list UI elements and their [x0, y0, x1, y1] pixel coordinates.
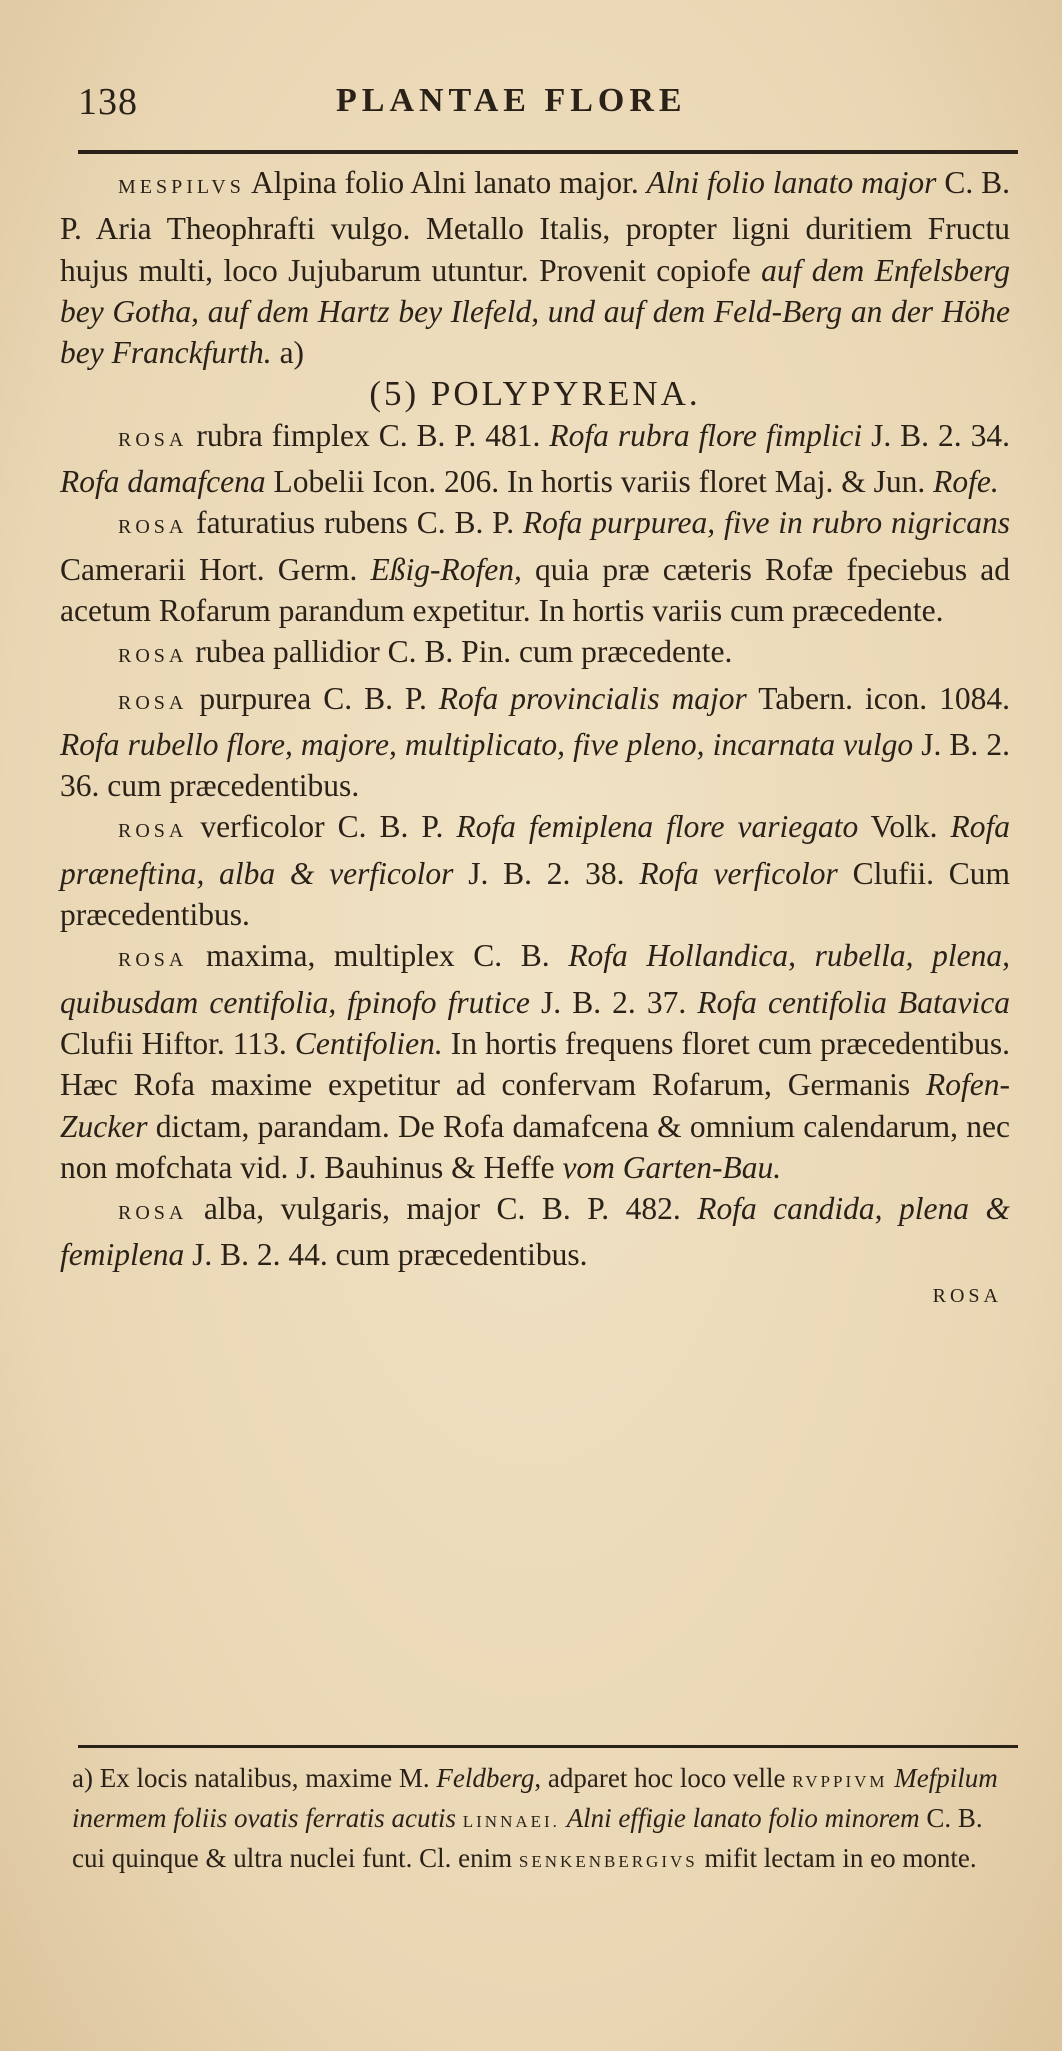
entry-name: MESPILVS	[118, 176, 245, 198]
entry-text: J. B. 2. 38.	[453, 855, 640, 891]
footnote-segment: , adparet hoc loco velle	[534, 1763, 793, 1793]
entry-italic: Rofa centifolia Batavica	[697, 984, 1010, 1020]
entry-text: Clufii Hiftor. 113.	[60, 1025, 295, 1061]
footnote-segment	[560, 1803, 567, 1833]
entry-text: purpurea C. B. P.	[187, 680, 439, 716]
entry-italic: Centifolien.	[294, 1025, 443, 1061]
footnote-name: SENKENBERGIVS	[518, 1852, 698, 1871]
entry-text: Tabern. icon. 1084.	[746, 680, 1010, 716]
entry-text: Lobelii Icon. 206. In hortis variis floret Maj. & Jun.	[265, 464, 934, 500]
footnote-name: LINNAEI.	[462, 1812, 560, 1831]
footnote-rule	[78, 1745, 1018, 1748]
footnote-segment: C. B. cui quinque & ultra nuclei funt. Cl. enim	[72, 1803, 983, 1873]
entry-rosa-2	[60, 502, 1010, 631]
footnote-segment: a) Ex locis natalibus, maxime M.	[72, 1763, 437, 1793]
header-rule	[78, 150, 1018, 154]
footnote-ref: a)	[271, 335, 305, 371]
footnote-italic: Alni effigie lanato folio minorem	[566, 1803, 920, 1833]
entry-italic: Rofa purpurea, five in rubro nigricans	[522, 505, 1011, 541]
entry-text: J. B. 2. 34.	[862, 417, 1010, 453]
entry-rosa-5	[60, 806, 1010, 935]
entry-name: ROSA	[118, 691, 188, 714]
main-text	[60, 162, 1010, 1317]
entry-italic: Rofa Hollandica, rubella, plena, quibusdam centifolia, fpinofo frutice	[60, 938, 1010, 1020]
entry-rosa-4	[60, 678, 1010, 807]
entry-italic: Rofa candida, plena & femiplena	[60, 1191, 1010, 1273]
entry-name: ROSA	[118, 949, 188, 972]
section-heading: (5) POLYPYRENA.	[369, 374, 701, 414]
entry-italic: Rofa præneftina, alba & verficolor	[60, 809, 1011, 891]
entry-text: C. B. P. Aria Theophrafti vulgo. Metallo Italis, propter ligni duritiem Fructu hujus multi, loco Jujubarum utuntur. Provenit copiofe	[60, 165, 1010, 288]
entry-rosa-1	[60, 415, 1010, 503]
entry-text: J. B. 2. 37.	[529, 984, 698, 1020]
entry-italic: vom Garten-Bau.	[562, 1149, 782, 1185]
page-number: 138	[78, 81, 138, 123]
catchword: ROSA	[932, 1284, 1002, 1307]
entry-name: ROSA	[118, 820, 188, 843]
entry-name: ROSA	[118, 1202, 188, 1225]
entry-italic: Rofa rubra flore fimplici	[549, 417, 863, 453]
entry-rosa-7	[60, 1188, 1010, 1276]
entry-italic: Rofa damafcena	[60, 464, 266, 500]
footnote-text	[72, 1760, 1007, 1880]
footnote-italic: Mefpilum inermem foliis ovatis ferratis acutis	[72, 1763, 998, 1833]
entry-italic: Rofen-Zucker	[60, 1067, 1010, 1144]
entry-text: J. B. 2. 36. cum præcedentibus.	[60, 726, 1011, 804]
entry-text: faturatius rubens C. B. P.	[187, 505, 523, 541]
entry-italic: Rofa provincialis major	[438, 680, 747, 716]
footnote	[72, 1760, 1007, 1880]
entry-name: ROSA	[118, 645, 188, 668]
entry-rosa-3	[60, 631, 1010, 677]
entry-text: maxima, multiplex C. B.	[187, 938, 569, 974]
entry-text: rubea pallidior C. B. Pin. cum præcedente.	[187, 634, 733, 670]
running-head: PLANTAE FLORE	[336, 82, 687, 119]
footnote-segment: mifit lectam in eo monte.	[697, 1843, 977, 1873]
entry-text: Camerarii Hort. Germ.	[60, 551, 371, 587]
entry-italic: Rofa verficolor	[639, 855, 838, 891]
entry-text: verficolor C. B. P.	[187, 809, 457, 845]
entry-text: Alpina folio Alni lanato major.	[244, 165, 647, 200]
entry-text: dictam, parandam. De Rofa damafcena & omnium calendarum, nec non mofchata vid. J. Bauhinus & Heffe	[60, 1108, 1010, 1185]
footnote-name: RVPPIVM	[792, 1772, 888, 1791]
entry-italic: auf dem Enfelsberg bey Gotha, auf dem Hartz bey Ilefeld, und auf dem Feld-Berg an der Höhe bey Franckfurth.	[60, 252, 1010, 371]
entry-mespilus	[60, 162, 1010, 373]
entry-name: ROSA	[118, 428, 188, 451]
entry-text: rubra fimplex C. B. P. 481.	[187, 417, 550, 453]
entry-text: In hortis frequens floret cum præcedentibus. Hæc Rofa maxime expetitur ad confervam Rofarum, Germanis	[60, 1025, 1010, 1103]
page-header	[78, 80, 1018, 130]
entry-text: Clufii. Cum præcedentibus.	[60, 855, 1010, 933]
entry-italic: Rofa femiplena flore variegato	[456, 809, 859, 845]
entry-text: alba, vulgaris, major C. B. P. 482.	[187, 1191, 698, 1227]
footnote-italic: Feldberg	[436, 1763, 535, 1793]
entry-text: Volk.	[858, 809, 951, 845]
entry-italic: Alni folio lanato major	[646, 165, 937, 200]
entry-italic: Eßig-Rofen,	[370, 551, 522, 587]
entry-italic: Rofa rubello flore, majore, multiplicato, five pleno, incarnata vulgo	[60, 726, 914, 762]
footnote-segment	[456, 1803, 463, 1833]
entry-italic: Rofe.	[933, 464, 999, 500]
entry-rosa-6	[60, 935, 1010, 1188]
entry-text: J. B. 2. 44. cum præcedentibus.	[184, 1237, 588, 1273]
entry-name: ROSA	[118, 516, 188, 539]
entry-text: quia præ cæteris Rofæ fpeciebus ad acetum Rofarum parandum expetitur. In hortis variis cum præcedente.	[60, 551, 1010, 628]
